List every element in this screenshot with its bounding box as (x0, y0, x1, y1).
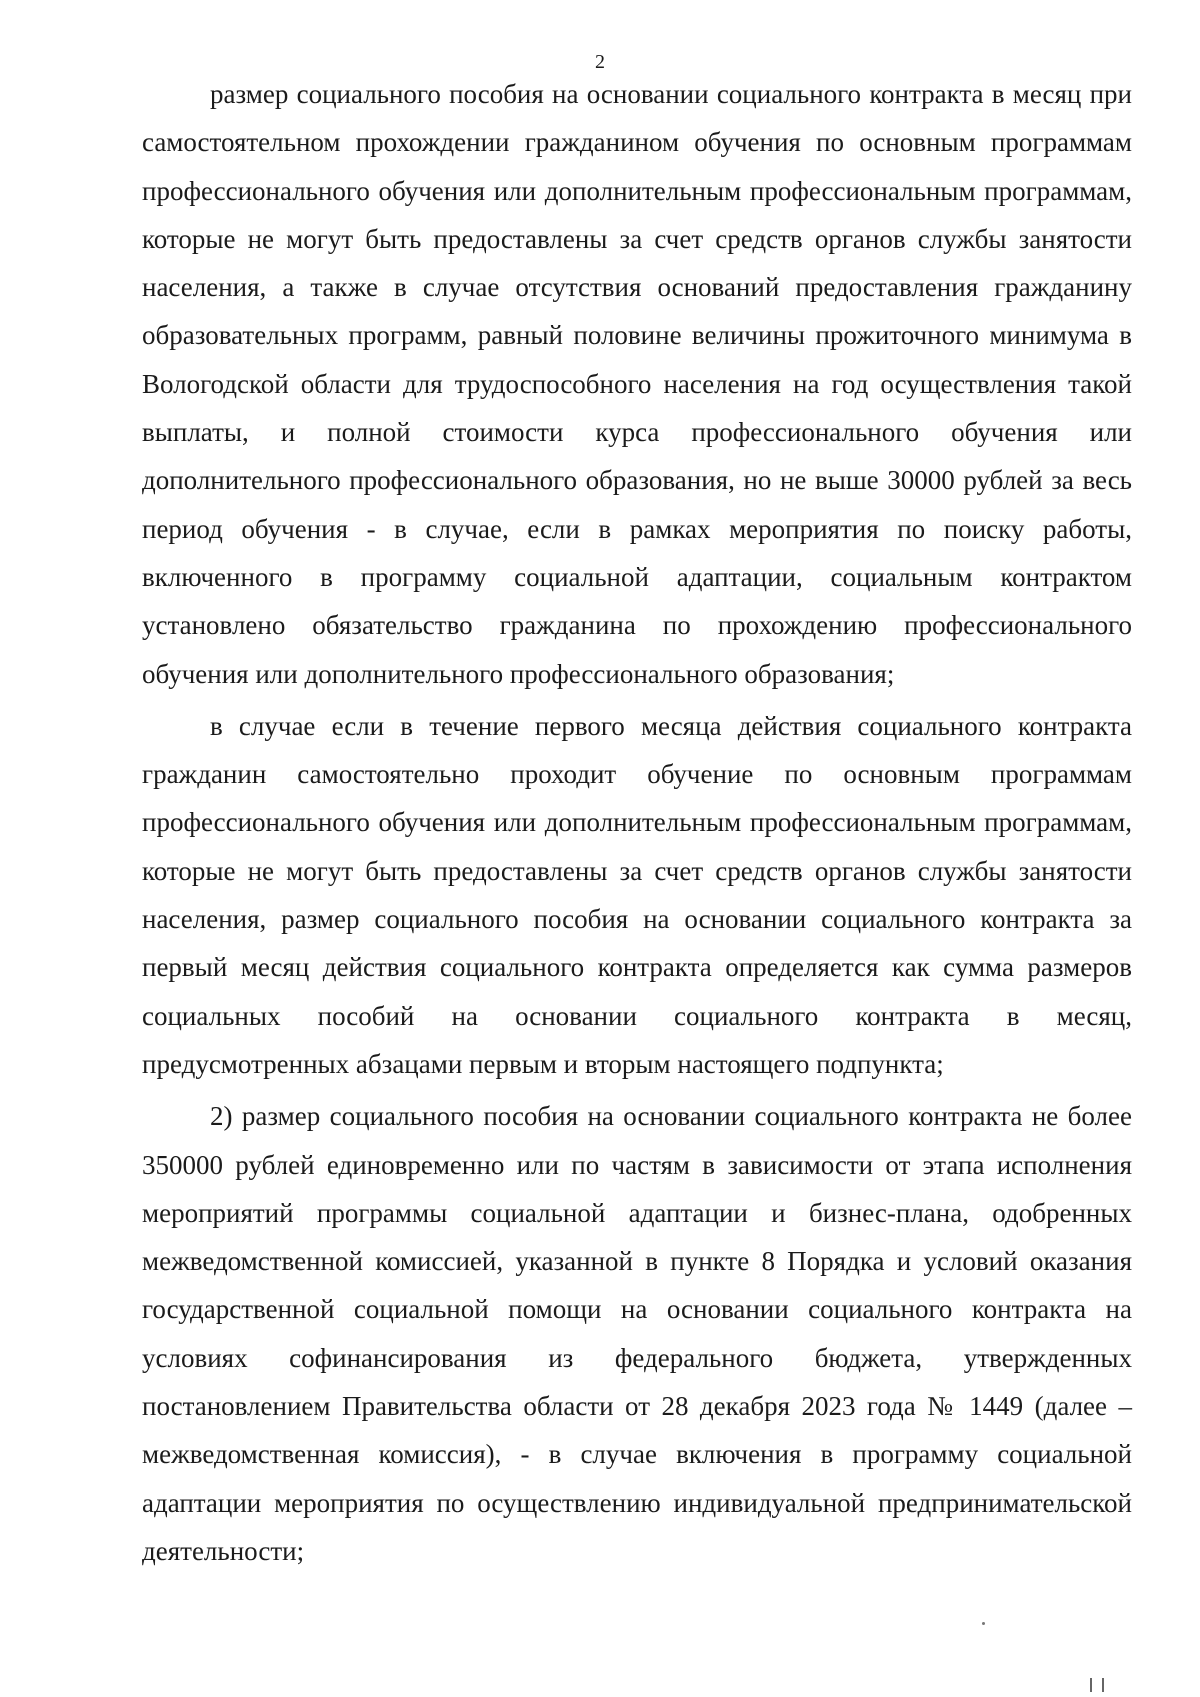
paragraph-entrepreneurship-benefit: 2) размер социального пособия на основании социального контракта не более 350000 рублей единовременно или по частям в зависимости от этапа исполнения мероприятий программы социальной адаптации и бизнес-плана, одобренных межведомственной комиссией, указанной в пункте 8 Порядка и условий оказания государственной социальной помощи на основании социального контракта на условиях софинансирования из федерального бюджета, утвержденных постановлением Правительства области от 28 декабря 2023 года № 1449 (далее – межведомственная комиссия), - в случае включения в программу социальной адаптации мероприятия по осуществлению индивидуальной предпринимательской деятельности; (142, 1101, 1132, 1566)
scan-dot-mark (982, 1622, 985, 1625)
scan-tick-mark (1090, 1678, 1104, 1692)
document-body (142, 70, 1132, 1575)
page-number: 2 (595, 51, 605, 73)
paragraph-income-education-benefit: размер социального пособия на основании социального контракта в месяц при самостоятельном прохождении гражданином обучения по основным программам профессионального обучения или дополнительным профессиональным программам, которые не могут быть предоставлены за счет средств органов службы занятости населения, а также в случае отсутствия оснований предоставления гражданину образовательных программ, равный половине величины прожиточного минимума в Вологодской области для трудоспособного населения на год осуществления такой выплаты, и полной стоимости курса профессионального обучения или дополнительного профессионального образования, но не выше 30000 рублей за весь период обучения - в случае, если в рамках мероприятия по поиску работы, включенного в программу социальной адаптации, социальным контрактом установлено обязательство гражданина по прохождению профессионального обучения или дополнительного профессионального образования; (142, 79, 1132, 689)
paragraph-first-month-benefit: в случае если в течение первого месяца действия социального контракта гражданин самостоятельно проходит обучение по основным программам профессионального обучения или дополнительным профессиональным программам, которые не могут быть предоставлены за счет средств органов службы занятости населения, размер социального пособия на основании социального контракта за первый месяц действия социального контракта определяется как сумма размеров социальных пособий на основании социального контракта в месяц, предусмотренных абзацами первым и вторым настоящего подпункта; (142, 710, 1132, 1079)
